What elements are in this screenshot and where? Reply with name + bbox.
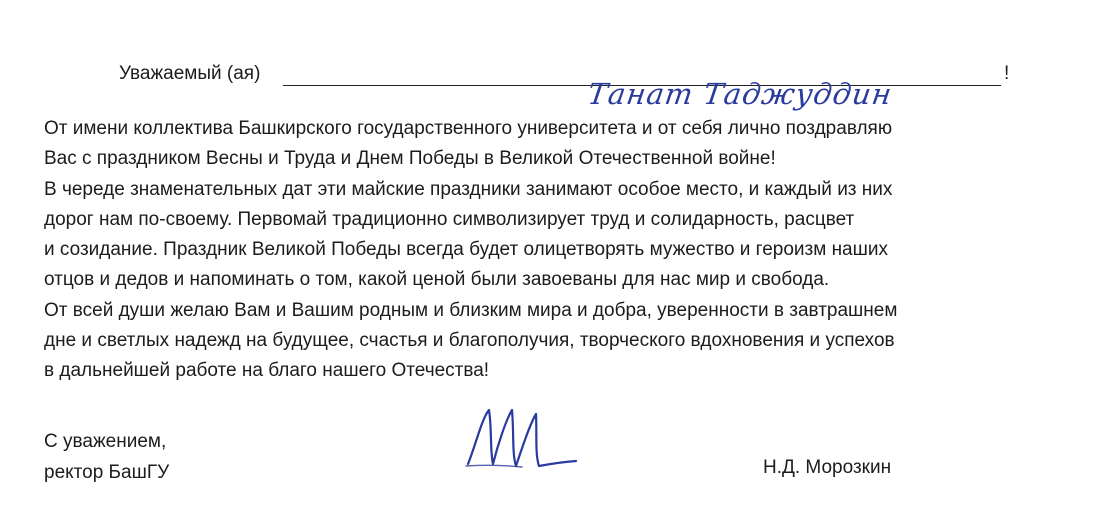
recipient-name-handwritten: Танат Таджуддин (585, 77, 895, 111)
body-line: дне и светлых надежд на будущее, счастья и благополучия, творческого вдохновения и успехов (44, 330, 895, 352)
body-line: дорог нам по-своему. Первомай традиционно символизирует труд и солидарность, расцвет (44, 208, 855, 230)
body-line: В череде знаменательных дат эти майские праздники занимают особое место, и каждый из них (44, 178, 893, 200)
closing-block (44, 426, 169, 488)
body-line: От имени коллектива Башкирского государственного университета и от себя лично поздравляю (44, 118, 893, 139)
greeting-label: Уважаемый (ая) (119, 63, 261, 84)
greeting-exclamation: ! (1004, 63, 1010, 84)
body-line: Вас с праздником Весны и Труда и Днем Победы в Великой Отечественной войне! (44, 148, 776, 170)
closing-regards: С уважением, (44, 431, 167, 452)
closing-position: ректор БашГУ (44, 462, 170, 483)
body-line: в дальнейшей работе на благо нашего Отечества! (44, 360, 490, 382)
greeting-row (119, 62, 1019, 111)
handwritten-signature (462, 404, 582, 476)
name-underline (283, 77, 1001, 111)
body-line: отцов и дедов и напоминать о том, какой ценой были завоеваны для нас мир и свобода. (44, 269, 830, 291)
body-line: От всей души желаю Вам и Вашим родным и близким мира и добра, уверенности в завтрашнем (44, 299, 898, 321)
body-line: и созидание. Праздник Великой Победы всегда будет олицетворять мужество и героизм наших (44, 239, 888, 261)
signer-name: Н.Д. Морозкин (763, 457, 892, 478)
letter-body (44, 114, 1084, 387)
